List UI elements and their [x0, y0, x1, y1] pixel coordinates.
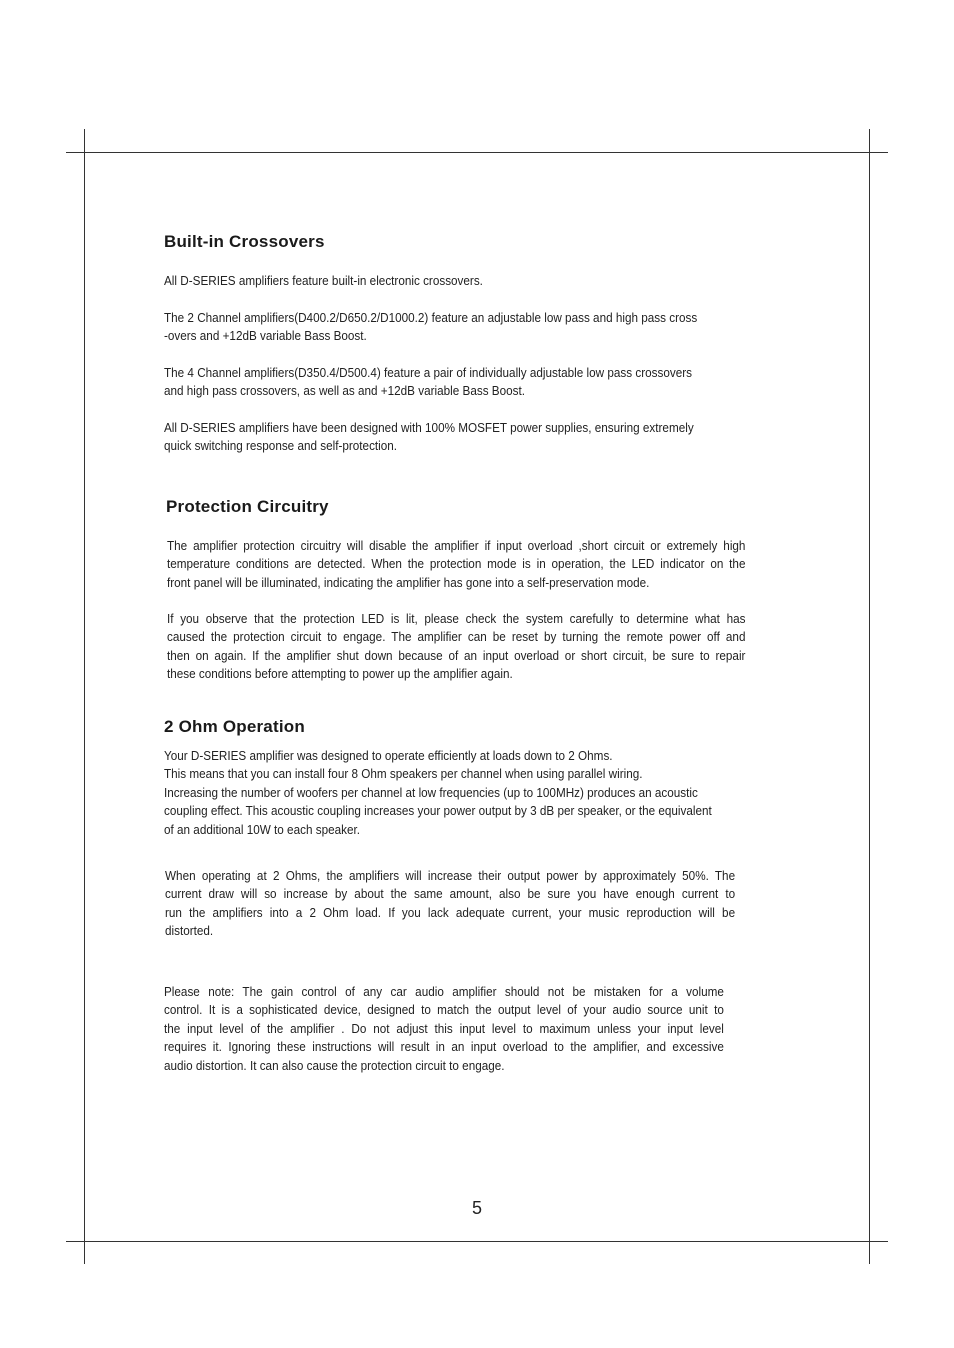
text-line: The 4 Channel amplifiers(D350.4/D500.4) feature a pair of individually adjustable low pass crossovers: [164, 366, 692, 380]
text-line: The amplifier protection circuitry will disable the amplifier if input overload ,short circuit or extremely high: [167, 539, 746, 553]
protection-paragraph-1: [167, 537, 745, 592]
text-line: All D-SERIES amplifiers have been designed with 100% MOSFET power supplies, ensuring extremely: [164, 421, 694, 435]
text-line: quick switching response and self-protection.: [164, 439, 398, 454]
text-line: When operating at 2 Ohms, the amplifiers will increase their output power by approximately 50%. The: [165, 869, 736, 883]
text-line: current draw will so increase by about the same amount, also be sure you have enough current to: [165, 887, 736, 902]
text-line: The 2 Channel amplifiers(D400.2/D650.2/D1000.2) feature an adjustable low pass and high pass cross: [164, 311, 698, 325]
text-line: coupling effect. This acoustic coupling increases your power output by 3 dB per speaker, or the equivalent: [164, 804, 712, 819]
text-line: audio distortion. It can also cause the protection circuit to engage.: [164, 1058, 505, 1073]
text-line: If you observe that the protection LED is lit, please check the system carefully to determine what has: [167, 612, 746, 626]
crossovers-paragraph-4: [164, 419, 741, 456]
2ohm-paragraph-1: [164, 747, 741, 839]
protection-paragraph-2: [167, 610, 745, 684]
section-heading-protection: Protection Circuitry: [166, 497, 329, 516]
text-line: -overs and +12dB variable Bass Boost.: [164, 329, 367, 344]
crossovers-paragraph-2: [164, 309, 741, 346]
2ohm-paragraph-2: [165, 867, 735, 941]
crop-mark-left: [84, 129, 85, 1264]
section-heading-crossovers: Built-in Crossovers: [164, 232, 325, 251]
text-line: distorted.: [165, 924, 214, 939]
gain-control-note: [164, 983, 724, 1075]
text-line: then on again. If the amplifier shut down because of an input overload or short circuit, be sure to repair: [167, 648, 746, 663]
crossovers-paragraph-3: [164, 364, 741, 401]
text-line: Your D-SERIES amplifier was designed to operate efficiently at loads down to 2 Ohms.: [164, 749, 613, 763]
text-line: control. It is a sophisticated device, designed to match the output level of your audio source unit to: [164, 1003, 724, 1018]
text-line: Please note: The gain control of any car audio amplifier should not be mistaken for a volume: [164, 985, 724, 999]
text-line: run the amplifiers into a 2 Ohm load. If you lack adequate current, your music reproduction will be: [165, 905, 736, 920]
text-line: and high pass crossovers, as well as and +12dB variable Bass Boost.: [164, 384, 526, 399]
crop-mark-top: [66, 152, 888, 153]
text-line: All D-SERIES amplifiers feature built-in electronic crossovers.: [164, 274, 483, 288]
text-line: the input level of the amplifier . Do not adjust this input level to maximum unless your input level: [164, 1021, 724, 1036]
text-line: front panel will be illuminated, indicating the amplifier has gone into a self-preservation mode.: [167, 575, 650, 590]
page-number: 5: [471, 1198, 482, 1218]
crossovers-paragraph-1: [164, 272, 741, 290]
crop-mark-right: [869, 129, 870, 1264]
text-line: requires it. Ignoring these instructions will result in an input overload to the amplifier, and excessive: [164, 1040, 724, 1055]
text-line: caused the protection circuit to engage. The amplifier can be reset by turning the remote power off and: [167, 630, 746, 645]
text-line: This means that you can install four 8 Ohm speakers per channel when using parallel wiring.: [164, 767, 643, 782]
text-line: of an additional 10W to each speaker.: [164, 822, 360, 837]
crop-mark-bottom: [66, 1241, 888, 1242]
text-line: Increasing the number of woofers per channel at low frequencies (up to 100MHz) produces an acoustic: [164, 785, 698, 800]
section-heading-2ohm: 2 Ohm Operation: [164, 717, 305, 736]
text-line: these conditions before attempting to power up the amplifier again.: [167, 667, 513, 682]
text-line: temperature conditions are detected. When the protection mode is in operation, the LED indicator on the: [167, 557, 746, 572]
